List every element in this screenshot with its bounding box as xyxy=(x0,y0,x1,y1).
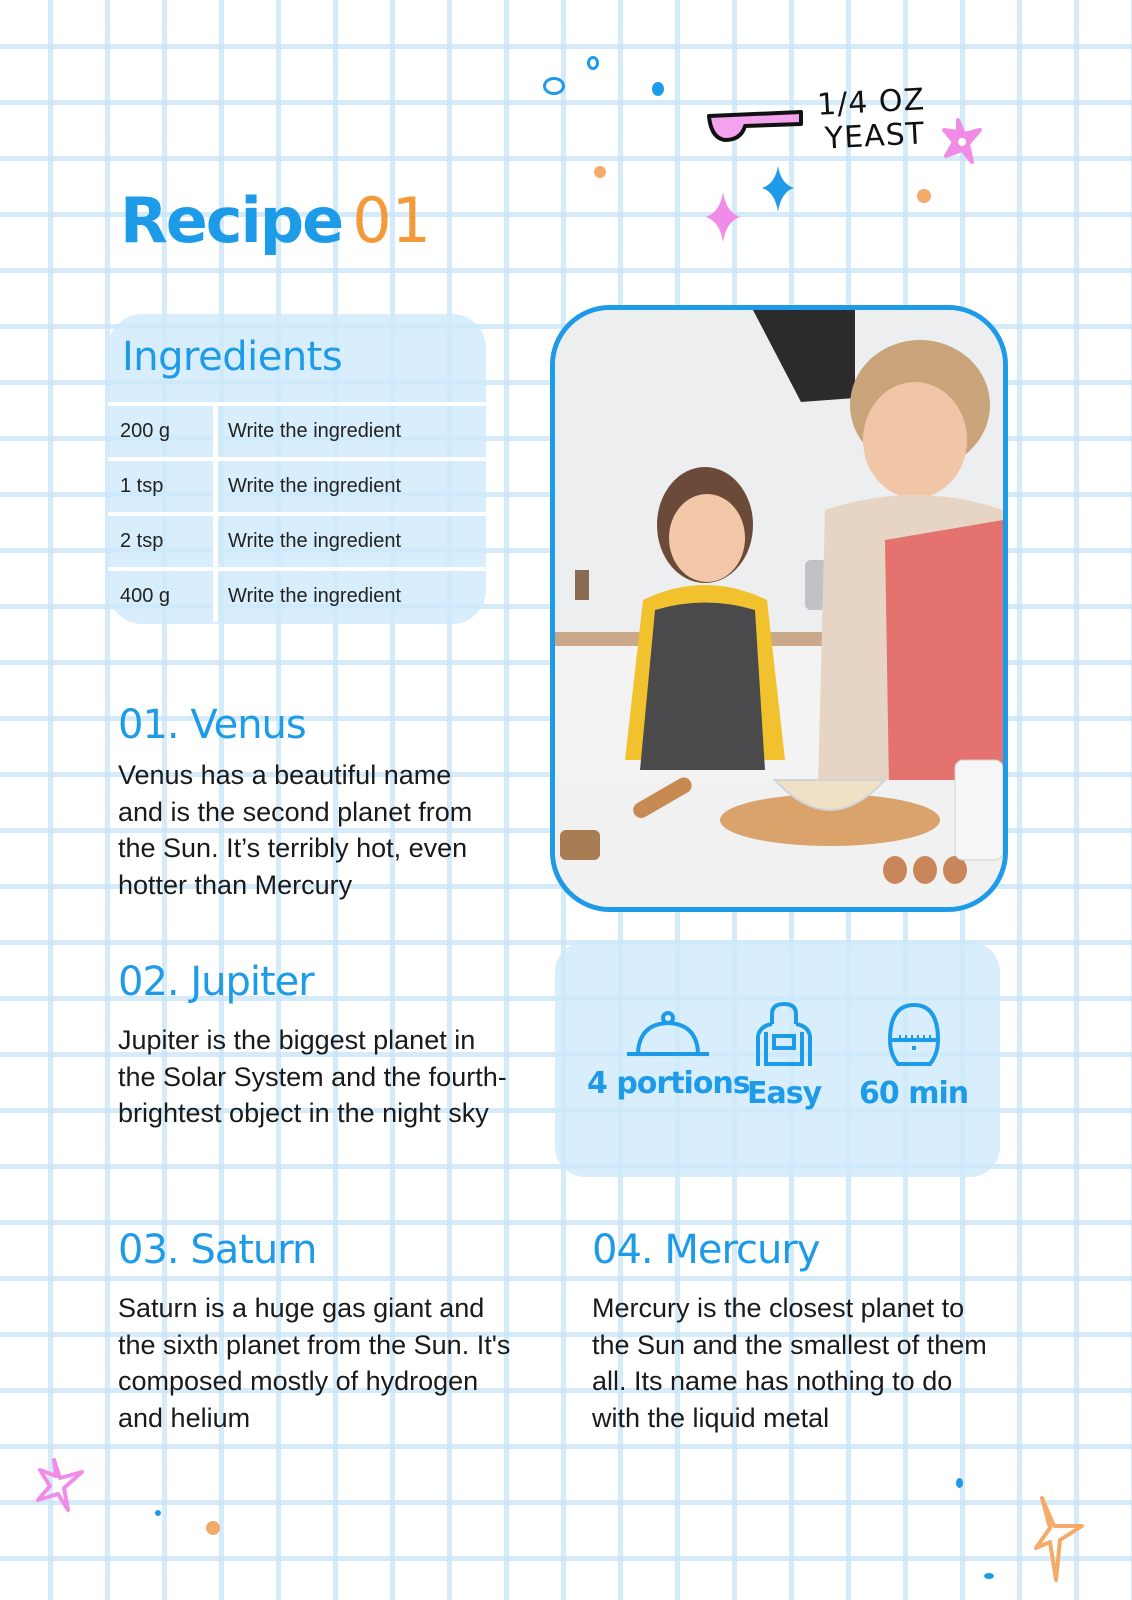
recipe-info-card xyxy=(555,942,1000,1177)
section-title: 04. Mercury xyxy=(592,1227,820,1273)
blue-dot xyxy=(652,82,664,96)
section-title: 03. Saturn xyxy=(118,1227,317,1273)
sparkle-icon xyxy=(706,192,740,242)
section-body: Mercury is the closest planet to the Sun and the smallest of them all. Its name has nothing to do with the liquid metal xyxy=(592,1293,987,1433)
section-mercury xyxy=(592,1227,992,1436)
section-body: Venus has a beautiful name and is the second planet from the Sun. It’s terribly hot, even hotter than Mercury xyxy=(118,760,473,900)
ingredient-row xyxy=(108,457,486,512)
ingredient-name: Write the ingredient xyxy=(228,585,402,607)
star-doodle-icon xyxy=(1032,1496,1088,1582)
ingredient-quantity: 2 tsp xyxy=(108,516,218,567)
recipe-photo xyxy=(550,305,1008,912)
ingredients-table xyxy=(108,402,486,622)
ingredient-row xyxy=(108,567,486,622)
ingredient-quantity: 1 tsp xyxy=(108,461,218,512)
section-jupiter xyxy=(118,959,518,1132)
apron-icon xyxy=(752,1002,816,1068)
ingredients-heading: Ingredients xyxy=(122,334,343,380)
info-difficulty xyxy=(747,1002,821,1111)
kitchen-photo-illustration xyxy=(555,310,1003,907)
ingredient-name: Write the ingredient xyxy=(228,530,402,552)
portions-label: 4 portions xyxy=(587,1066,750,1101)
section-venus xyxy=(118,702,518,903)
orange-dot xyxy=(206,1521,220,1535)
blue-dot xyxy=(956,1478,963,1488)
section-body: Saturn is a huge gas giant and the sixth planet from the Sun. It's composed mostly of hydrogen and helium xyxy=(118,1293,511,1433)
circle-doodle xyxy=(587,56,599,70)
section-saturn xyxy=(118,1227,518,1436)
info-portions xyxy=(587,1010,750,1101)
ingredient-name: Write the ingredient xyxy=(228,475,402,497)
orange-dot xyxy=(594,166,606,178)
blue-dot xyxy=(984,1573,994,1579)
star-doodle-icon xyxy=(34,1456,86,1514)
blue-dot xyxy=(155,1510,161,1516)
ingredients-card xyxy=(108,314,486,624)
info-time xyxy=(859,1002,968,1111)
page-title: Recipe 01 xyxy=(120,184,432,257)
time-label: 60 min xyxy=(859,1076,969,1111)
ingredient-row xyxy=(108,402,486,457)
sparkle-icon xyxy=(762,166,794,212)
yeast-annotation: 1/4 OZ YEAST xyxy=(816,82,926,157)
ingredient-row xyxy=(108,512,486,567)
section-body: Jupiter is the biggest planet in the Solar System and the fourth-brightest object in the night sky xyxy=(118,1025,507,1128)
measuring-spoon-icon xyxy=(705,104,805,148)
circle-doodle xyxy=(543,77,565,95)
difficulty-label: Easy xyxy=(747,1076,822,1111)
orange-dot xyxy=(917,189,931,203)
ingredient-quantity: 400 g xyxy=(108,571,218,622)
ingredient-quantity: 200 g xyxy=(108,406,218,457)
star-doodle-icon xyxy=(940,116,986,166)
section-title: 02. Jupiter xyxy=(118,959,314,1005)
egg-timer-icon xyxy=(886,1002,942,1068)
ingredient-name: Write the ingredient xyxy=(228,420,402,442)
serving-cloche-icon xyxy=(626,1010,710,1058)
section-title: 01. Venus xyxy=(118,702,306,748)
